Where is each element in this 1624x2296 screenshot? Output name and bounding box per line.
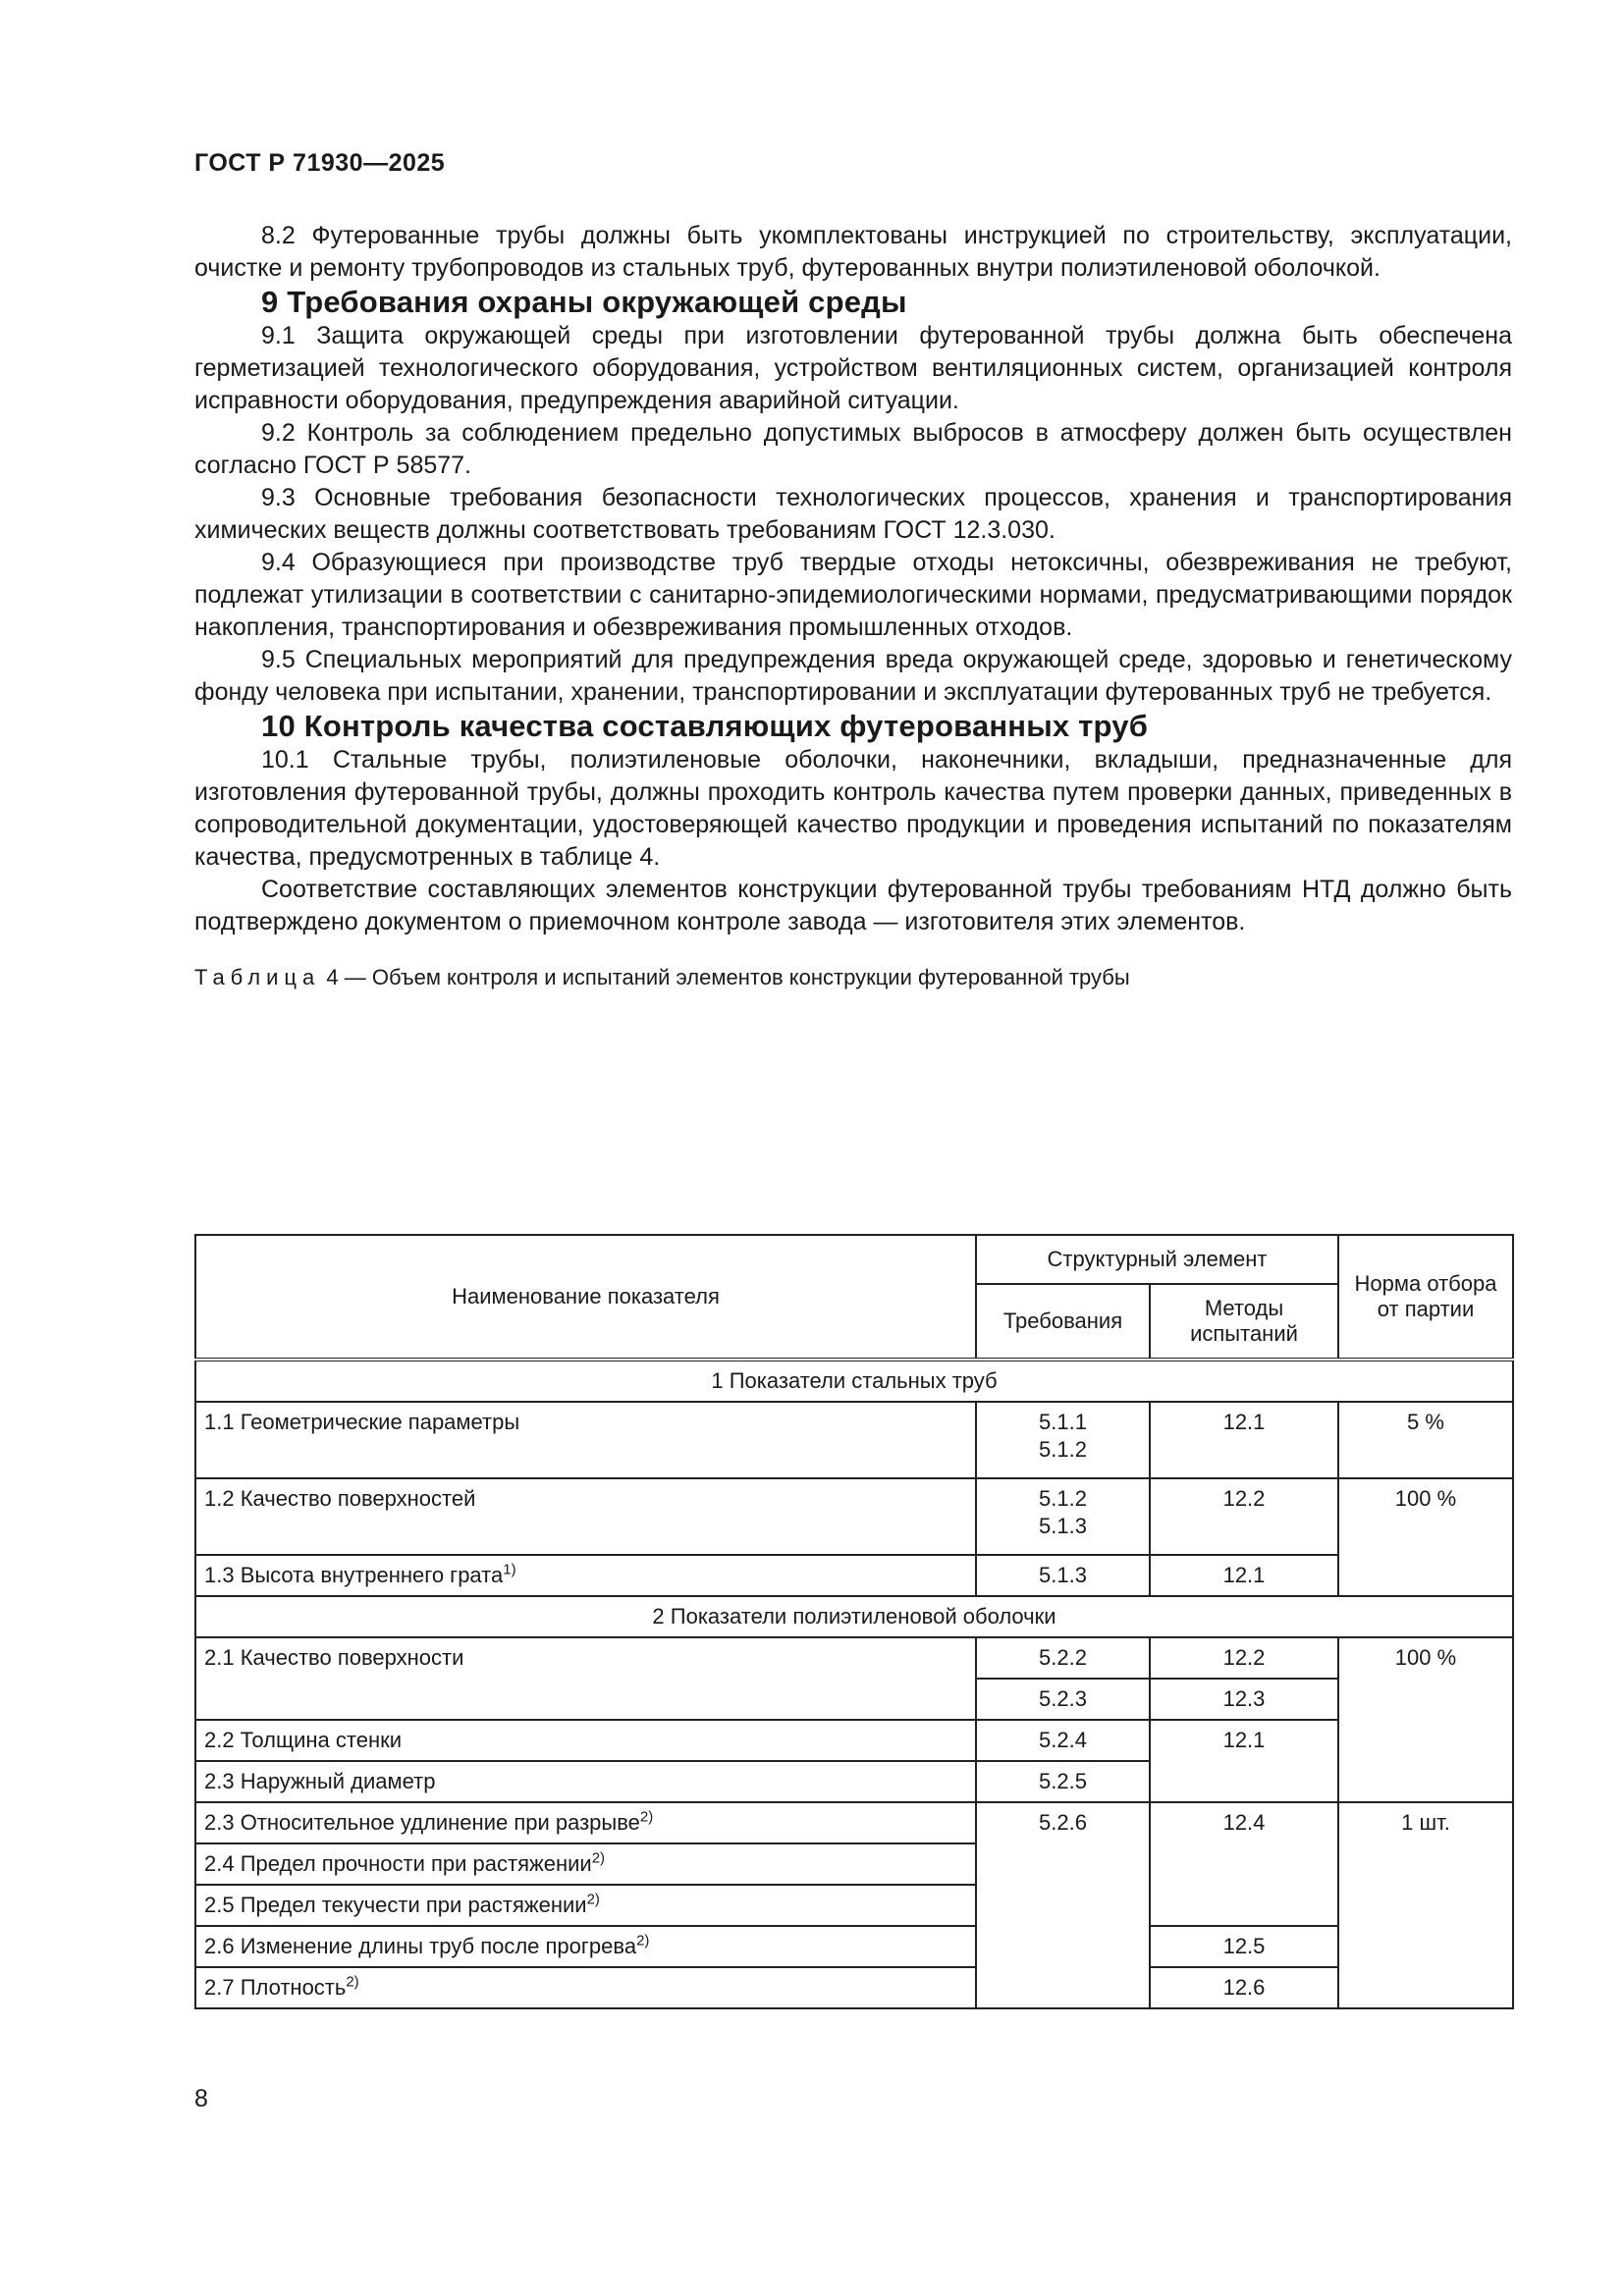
- row-2-4-name-text: 2.4 Предел прочности при растяжении: [204, 1851, 592, 1876]
- row-2-5-name: [195, 1885, 976, 1926]
- row-1-2-norm: 100 %: [1338, 1478, 1513, 1596]
- row-1-3-req: 5.1.3: [976, 1555, 1150, 1596]
- footnote-ref-1: 1): [503, 1561, 516, 1578]
- row-2-6-method: 12.5: [1150, 1926, 1338, 1967]
- paragraph-9-1: 9.1 Защита окружающей среды при изготовлении футерованной трубы должна быть обеспечена герметизацией технологического оборудования, устройством вентиляционных систем, организацией контроля исправности оборудования, предупреждения аварийной ситуации.: [194, 322, 1512, 414]
- header-name: Наименование показателя: [195, 1235, 976, 1360]
- paragraph-9-4: 9.4 Образующиеся при производстве труб твердые отходы нетоксичны, обезвреживания не требуют, подлежат утилизации в соответствии с санитарно-эпидемиологическими нормами, предусматривающими порядок накопления, транспортирования и обезвреживания промышленных отходов.: [194, 549, 1512, 641]
- header-requirements: Требования: [976, 1284, 1150, 1360]
- row-1-3-name-text: 1.3 Высота внутреннего грата: [204, 1563, 504, 1587]
- row-2-7-method: 12.6: [1150, 1967, 1338, 2008]
- row-2-6-name: [195, 1926, 976, 1967]
- row-2-4-name: [195, 1843, 976, 1885]
- header-methods: Методы испытаний: [1150, 1284, 1338, 1360]
- row-2-3-req: 5.2.5: [976, 1761, 1150, 1802]
- table-caption-label: Таблица: [194, 965, 321, 989]
- row-2-2-name: 2.2 Толщина стенки: [195, 1720, 976, 1761]
- row-1-2-req-a: 5.1.2: [1039, 1486, 1087, 1511]
- paragraph-10-conformity: Соответствие составляющих элементов конструкции футерованной трубы требованиям НТД должно быть подтверждено документом о приемочном контроле завода — изготовителя этих элементов.: [194, 876, 1512, 935]
- row-1-1-req-a: 5.1.1: [1039, 1410, 1087, 1434]
- footnote-ref-2a: 2): [639, 1808, 654, 1826]
- row-2-norm: 100 %: [1338, 1637, 1513, 1802]
- row-1-2-name: 1.2 Качество поверхностей: [195, 1478, 976, 1555]
- paragraph-9-5: 9.5 Специальных мероприятий для предупреждения вреда окружающей среде, здоровью и генетическому фонду человека при испытании, хранении, транспортировании и эксплуатации футерованных труб не требуется.: [194, 646, 1512, 706]
- row-2-7-name-text: 2.7 Плотность: [204, 1975, 347, 2000]
- paragraph-8-2: 8.2 Футерованные трубы должны быть укомплектованы инструкцией по строительству, эксплуатации, очистке и ремонту трубопроводов из стальных труб, футерованных внутри полиэтиленовой оболочкой.: [194, 222, 1512, 282]
- table-caption: [194, 964, 1512, 991]
- footnote-ref-2d: 2): [636, 1932, 650, 1949]
- footnote-ref-2c: 2): [586, 1891, 600, 1908]
- paragraph-9-3: 9.3 Основные требования безопасности технологических процессов, хранения и транспортирования химических веществ должны соответствовать требованиям ГОСТ 12.3.030.: [194, 484, 1512, 544]
- row-shared-norm: 1 шт.: [1338, 1802, 1513, 2008]
- row-2-1-method-b: 12.3: [1150, 1679, 1338, 1720]
- paragraph-9-2: 9.2 Контроль за соблюдением предельно допустимых выбросов в атмосферу должен быть осуществлен согласно ГОСТ Р 58577.: [194, 419, 1512, 479]
- row-2-2-req: 5.2.4: [976, 1720, 1150, 1761]
- row-1-3-method: 12.1: [1150, 1555, 1338, 1596]
- header-sampling: Норма отбора от партии: [1338, 1235, 1513, 1360]
- row-1-2-req-b: 5.1.3: [1039, 1514, 1087, 1538]
- section-10-title: 10 Контроль качества составляющих футерованных труб: [261, 709, 1149, 743]
- row-1-2-method: 12.2: [1150, 1478, 1338, 1555]
- row-2-1-req-a: 5.2.2: [976, 1637, 1150, 1679]
- row-2-6-name-text: 2.6 Изменение длины труб после прогрева: [204, 1934, 637, 1958]
- table-4: [194, 1234, 1514, 2009]
- row-2-2-method: 12.1: [1150, 1720, 1338, 1802]
- row-1-1-name: 1.1 Геометрические параметры: [195, 1402, 976, 1478]
- row-2-3b-name: [195, 1802, 976, 1843]
- row-1-1-req: [976, 1402, 1150, 1478]
- section-9-title: 9 Требования охраны окружающей среды: [261, 285, 907, 319]
- footnote-ref-2b: 2): [591, 1849, 606, 1867]
- row-2-3-name: 2.3 Наружный диаметр: [195, 1761, 976, 1802]
- row-2-5-name-text: 2.5 Предел текучести при растяжении: [204, 1893, 587, 1917]
- row-2-1-req-b: 5.2.3: [976, 1679, 1150, 1720]
- header-structural: Структурный элемент: [976, 1235, 1338, 1284]
- row-2-7-name: [195, 1967, 976, 2008]
- row-1-2-req: [976, 1478, 1150, 1555]
- row-2-1-name: 2.1 Качество поверхности: [195, 1637, 976, 1720]
- row-shared-method: 12.4: [1150, 1802, 1338, 1926]
- table-caption-text: 4 — Объем контроля и испытаний элементов конструкции футерованной трубы: [326, 965, 1130, 989]
- group-polyethylene: 2 Показатели полиэтиленовой оболочки: [195, 1596, 1513, 1637]
- page-number: 8: [194, 2085, 208, 2112]
- document-header: ГОСТ Р 71930—2025: [194, 149, 446, 177]
- footnote-ref-2e: 2): [346, 1973, 359, 1991]
- row-1-1-req-b: 5.1.2: [1039, 1437, 1087, 1462]
- row-2-3b-name-text: 2.3 Относительное удлинение при разрыве: [204, 1810, 640, 1835]
- group-steel: 1 Показатели стальных труб: [195, 1360, 1513, 1402]
- row-1-3-name: [195, 1555, 976, 1596]
- row-2-1-method-a: 12.2: [1150, 1637, 1338, 1679]
- row-1-1-method: 12.1: [1150, 1402, 1338, 1478]
- paragraph-10-1: 10.1 Стальные трубы, полиэтиленовые оболочки, наконечники, вкладыши, предназначенные для изготовления футерованной трубы, должны проходить контроль качества путем проверки данных, приведенных в сопроводительной документации, удостоверяющей качество продукции и проведения испытаний по показателям качества, предусмотренных в таблице 4.: [194, 746, 1512, 871]
- row-shared-req: 5.2.6: [976, 1802, 1150, 2008]
- document-body: [194, 220, 1512, 991]
- row-1-1-norm: 5 %: [1338, 1402, 1513, 1478]
